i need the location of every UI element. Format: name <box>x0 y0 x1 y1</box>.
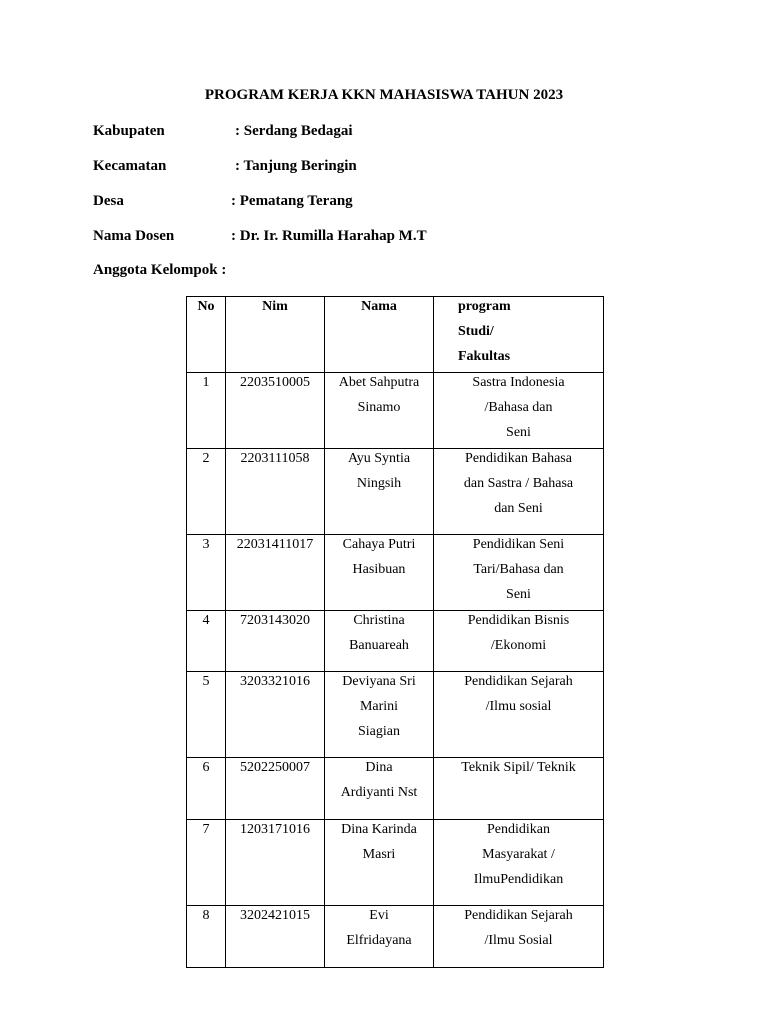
table-row <box>187 449 604 535</box>
table-row <box>187 820 604 906</box>
cell-program: Pendidikan Sejarah /Ilmu sosial <box>434 672 604 758</box>
cell-nama: Ayu Syntia Ningsih <box>325 449 434 535</box>
table-row <box>187 672 604 758</box>
cell-program: Teknik Sipil/ Teknik <box>434 758 604 820</box>
cell-no: 4 <box>187 611 226 672</box>
info-value: : Dr. Ir. Rumilla Harahap M.T <box>231 228 427 244</box>
members-table <box>186 296 604 968</box>
cell-nim: 3203321016 <box>226 672 325 758</box>
cell-nim: 7203143020 <box>226 611 325 672</box>
cell-nama: Deviyana Sri Marini Siagian <box>325 672 434 758</box>
cell-nama: Christina Banuareah <box>325 611 434 672</box>
table-row <box>187 373 604 449</box>
cell-nama: Cahaya Putri Hasibuan <box>325 535 434 611</box>
info-label: Desa <box>93 193 124 209</box>
info-label: Kecamatan <box>93 158 167 174</box>
cell-nama: Dina Karinda Masri <box>325 820 434 906</box>
table-row <box>187 758 604 820</box>
cell-program: Pendidikan Bahasa dan Sastra / Bahasa dan Seni <box>434 449 604 535</box>
cell-no: 1 <box>187 373 226 449</box>
table-row <box>187 906 604 968</box>
cell-no: 8 <box>187 906 226 968</box>
header-nama: Nama <box>325 297 434 373</box>
cell-no: 7 <box>187 820 226 906</box>
info-value: : Serdang Bedagai <box>235 123 353 139</box>
cell-nim: 1203171016 <box>226 820 325 906</box>
table-row <box>187 611 604 672</box>
info-value: : Tanjung Beringin <box>235 158 357 174</box>
cell-nim: 22031411017 <box>226 535 325 611</box>
document-title: PROGRAM KERJA KKN MAHASISWA TAHUN 2023 <box>204 87 564 103</box>
cell-no: 3 <box>187 535 226 611</box>
header-nim: Nim <box>226 297 325 373</box>
cell-nim: 2203510005 <box>226 373 325 449</box>
table-row <box>187 535 604 611</box>
cell-nim: 3202421015 <box>226 906 325 968</box>
cell-no: 6 <box>187 758 226 820</box>
cell-program: Sastra Indonesia /Bahasa dan Seni <box>434 373 604 449</box>
cell-no: 2 <box>187 449 226 535</box>
cell-program: Pendidikan Sejarah /Ilmu Sosial <box>434 906 604 968</box>
header-program: program Studi/ Fakultas <box>434 297 604 373</box>
info-label: Nama Dosen <box>93 228 175 244</box>
members-label: Anggota Kelompok : <box>93 262 227 278</box>
cell-nama: Dina Ardiyanti Nst <box>325 758 434 820</box>
info-value: : Pematang Terang <box>231 193 353 209</box>
cell-nim: 2203111058 <box>226 449 325 535</box>
header-no: No <box>187 297 226 373</box>
cell-program: Pendidikan Seni Tari/Bahasa dan Seni <box>434 535 604 611</box>
info-label: Kabupaten <box>93 123 165 139</box>
cell-nama: Abet Sahputra Sinamo <box>325 373 434 449</box>
table-header-row <box>187 297 604 373</box>
cell-nama: Evi Elfridayana <box>325 906 434 968</box>
cell-program: Pendidikan Masyarakat / IlmuPendidikan <box>434 820 604 906</box>
cell-nim: 5202250007 <box>226 758 325 820</box>
cell-program: Pendidikan Bisnis /Ekonomi <box>434 611 604 672</box>
cell-no: 5 <box>187 672 226 758</box>
